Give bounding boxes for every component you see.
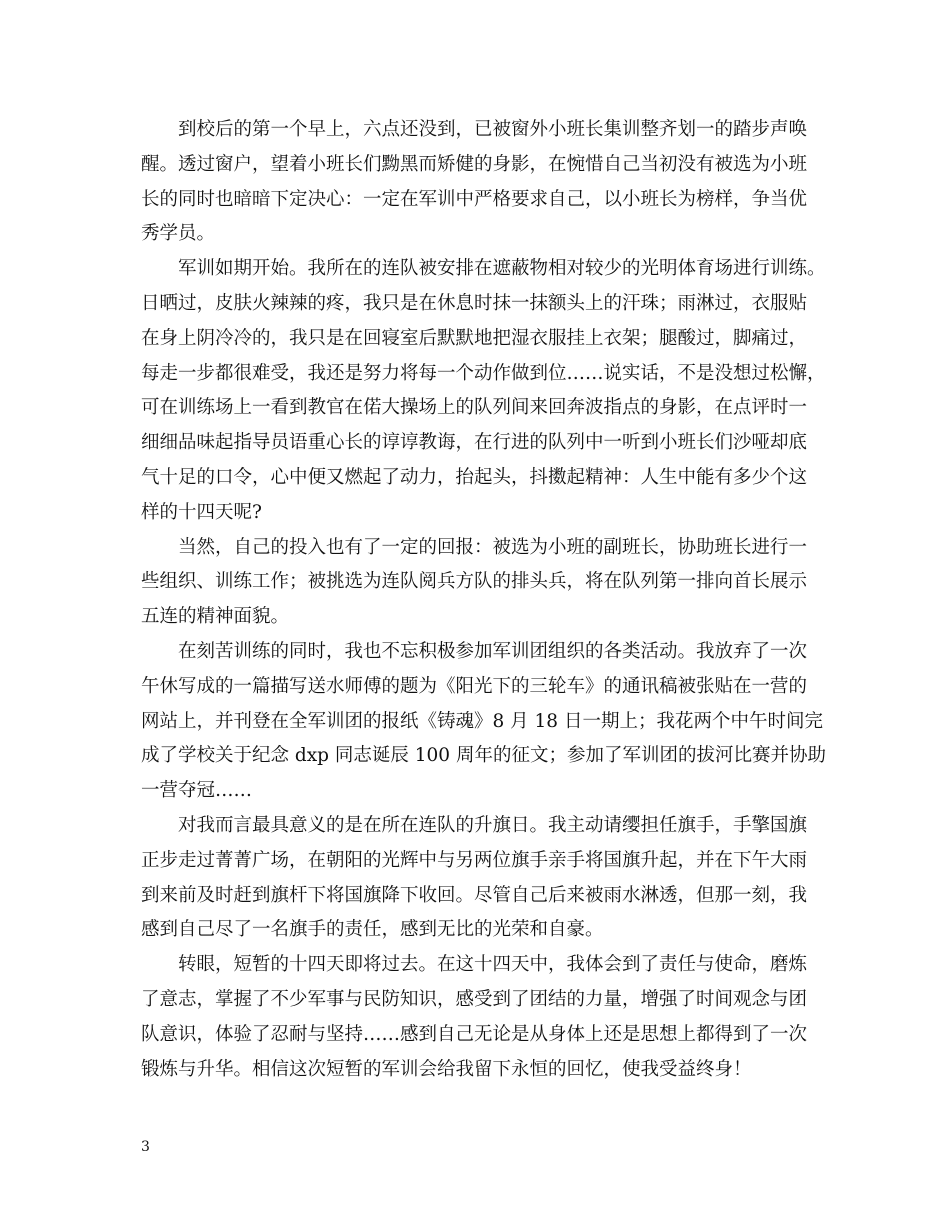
paragraph-line: 午休写成的一篇描写送水师傅的题为《阳光下的三轮车》的通讯稿被张贴在一营的 [141,675,808,697]
paragraph-line: 正步走过菁菁广场，在朝阳的光辉中与另两位旗手亲手将国旗升起，并在下午大雨 [141,849,808,871]
paragraph-line: 细细品味起指导员语重心长的谆谆教诲，在行进的队列中一听到小班长们沙哑却底 [141,432,808,454]
paragraph [141,252,826,530]
paragraph [141,113,809,252]
paragraph [141,948,809,1087]
paragraph-line: 样的十四天呢? [141,501,262,523]
paragraph-line: 气十足的口令，心中便又燃起了动力，抬起头，抖擞起精神：人生中能有多少个这 [141,466,808,488]
paragraph-line: 可在训练场上一看到教官在偌大操场上的队列间来回奔波指点的身影，在点评时一 [141,397,808,419]
paragraph-line: 长的同时也暗暗下定决心：一定在军训中严格要求自己，以小班长为榜样，争当优 [141,188,808,210]
paragraph-line: 到来前及时赶到旗杆下将国旗降下收回。尽管自己后来被雨水淋透，但那一刻，我 [141,884,808,906]
paragraph-line: 成了学校关于纪念 dxp 同志诞辰 100 周年的征文；参加了军训团的拔河比赛并协助 [141,745,826,767]
paragraph-first-line: 在刻苦训练的同时，我也不忘积极参加军训团组织的各类活动。我放弃了一次 [178,640,808,662]
paragraph-first-line: 当然，自己的投入也有了一定的回报：被选为小班的副班长，协助班长进行一 [178,536,808,558]
paragraph-first-line: 军训如期开始。我所在的连队被安排在遮蔽物相对较少的光明体育场进行训练。 [178,258,826,280]
paragraph-line: 在身上阴冷冷的，我只是在回寝室后默默地把湿衣服挂上衣架；腿酸过，脚痛过， [141,327,808,349]
paragraph-first-line: 转眼，短暂的十四天即将过去。在这十四天中，我体会到了责任与使命，磨炼 [178,954,808,976]
paragraph-line: 一营夺冠…… [141,780,253,802]
paragraph-line: 了意志，掌握了不少军事与民防知识，感受到了团结的力量，增强了时间观念与团 [141,988,808,1010]
essay-body [141,113,826,1087]
paragraph-line: 网站上，并刊登在全军训团的报纸《铸魂》8 月 18 日一期上；我花两个中午时间完 [141,710,823,732]
paragraph-line: 醒。透过窗户，望着小班长们黝黑而矫健的身影，在惋惜自己当初没有被选为小班 [141,153,808,175]
paragraph-line: 锻炼与升华。相信这次短暂的军训会给我留下永恒的回忆，使我受益终身！ [141,1058,752,1080]
paragraph-line: 队意识，体验了忍耐与坚持……感到自己无论是从身体上还是思想上都得到了一次 [141,1023,808,1045]
paragraph [141,809,809,948]
paragraph-line: 些组织、训练工作；被挑选为连队阅兵方队的排头兵，将在队列第一排向首长展示 [141,571,808,593]
paragraph-line: 秀学员。 [141,223,216,245]
paragraph-first-line: 对我而言最具意义的是在所在连队的升旗日。我主动请缨担任旗手，手擎国旗 [178,814,808,836]
paragraph-line: 感到自己尽了一名旗手的责任，感到无比的光荣和自豪。 [141,919,604,941]
page-number: 3 [141,1139,150,1155]
paragraph [141,531,809,635]
paragraph-line: 日晒过，皮肤火辣辣的疼，我只是在休息时抹一抹额头上的汗珠；雨淋过，衣服贴 [141,292,808,314]
paragraph-first-line: 到校后的第一个早上，六点还没到，已被窗外小班长集训整齐划一的踏步声唤 [178,119,808,140]
paragraph-line: 五连的精神面貌。 [141,606,290,628]
paragraph [141,635,826,809]
paragraph-line: 每走一步都很难受，我还是努力将每一个动作做到位……说实话，不是没想过松懈， [141,362,826,384]
